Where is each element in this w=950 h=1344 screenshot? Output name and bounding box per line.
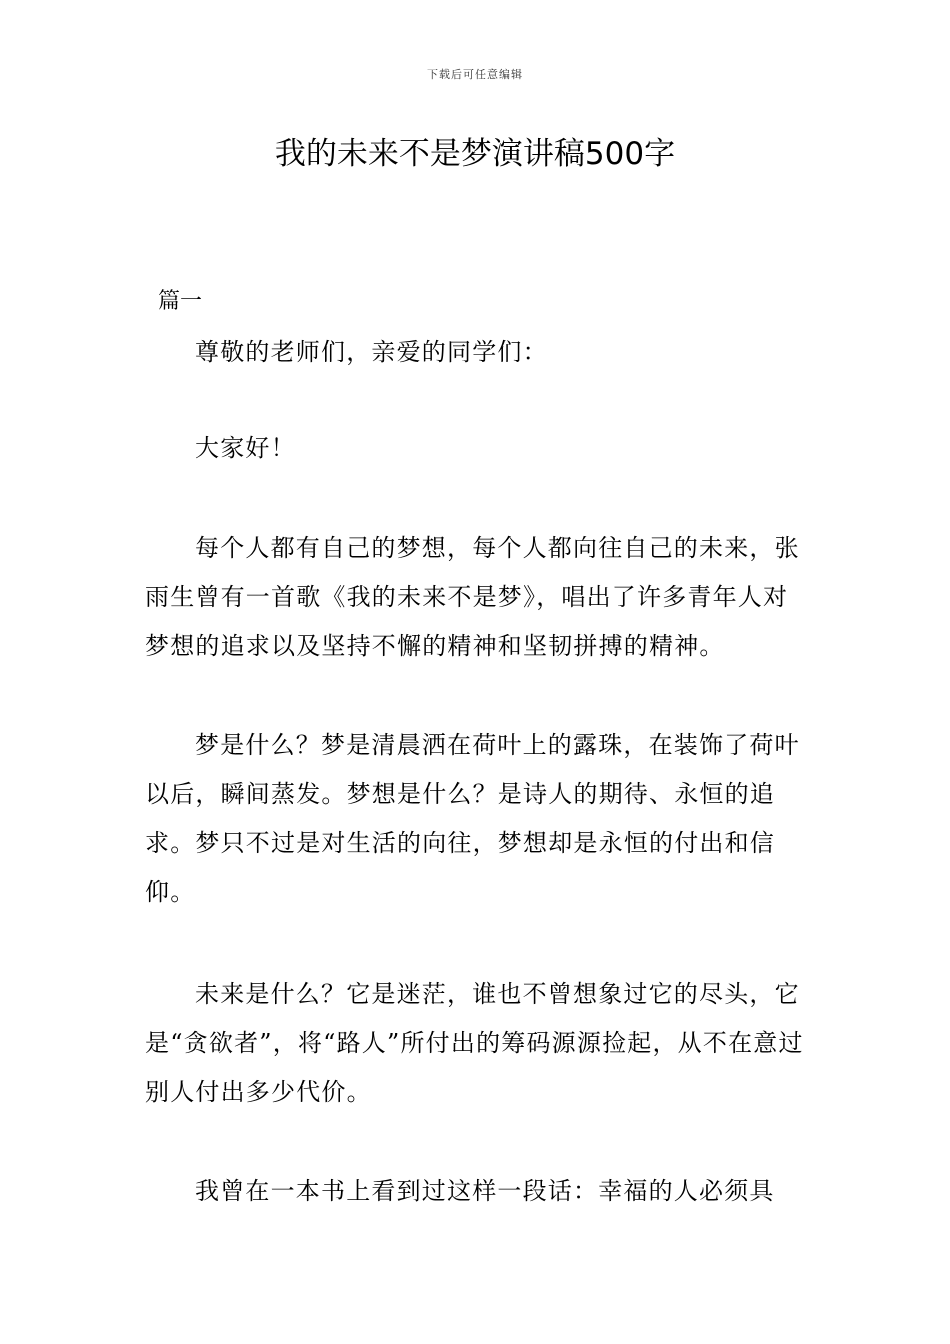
body-paragraph-3: 未来是什么？它是迷茫，谁也不曾想象过它的尽头，它是“贪欲者”，将“路人”所付出的筹码源源捡起，从不在意过别人付出多少代价。 xyxy=(145,980,804,1106)
greeting-paragraph: 大家好！ xyxy=(195,434,296,462)
section-label: 篇一 xyxy=(158,289,203,314)
body-paragraph-2: 梦是什么？梦是清晨洒在荷叶上的露珠，在装饰了荷叶以后，瞬间蒸发。梦想是什么？是诗人的期待、永恒的追求。梦只不过是对生活的向往，梦想却是永恒的付出和信仰。 xyxy=(145,731,800,906)
header-note: 下载后可任意编辑 xyxy=(427,68,523,81)
salutation-paragraph: 尊敬的老师们，亲爱的同学们： xyxy=(195,338,548,366)
body-paragraph-4: 我曾在一本书上看到过这样一段话：幸福的人必须具 xyxy=(195,1177,775,1205)
document-title: 我的未来不是梦演讲稿500字 xyxy=(274,136,676,172)
body-paragraph-1: 每个人都有自己的梦想，每个人都向往自己的未来，张雨生曾有一首歌《我的未来不是梦》，唱出了许多青年人对梦想的追求以及坚持不懈的精神和坚韧拼搏的精神。 xyxy=(145,534,800,660)
